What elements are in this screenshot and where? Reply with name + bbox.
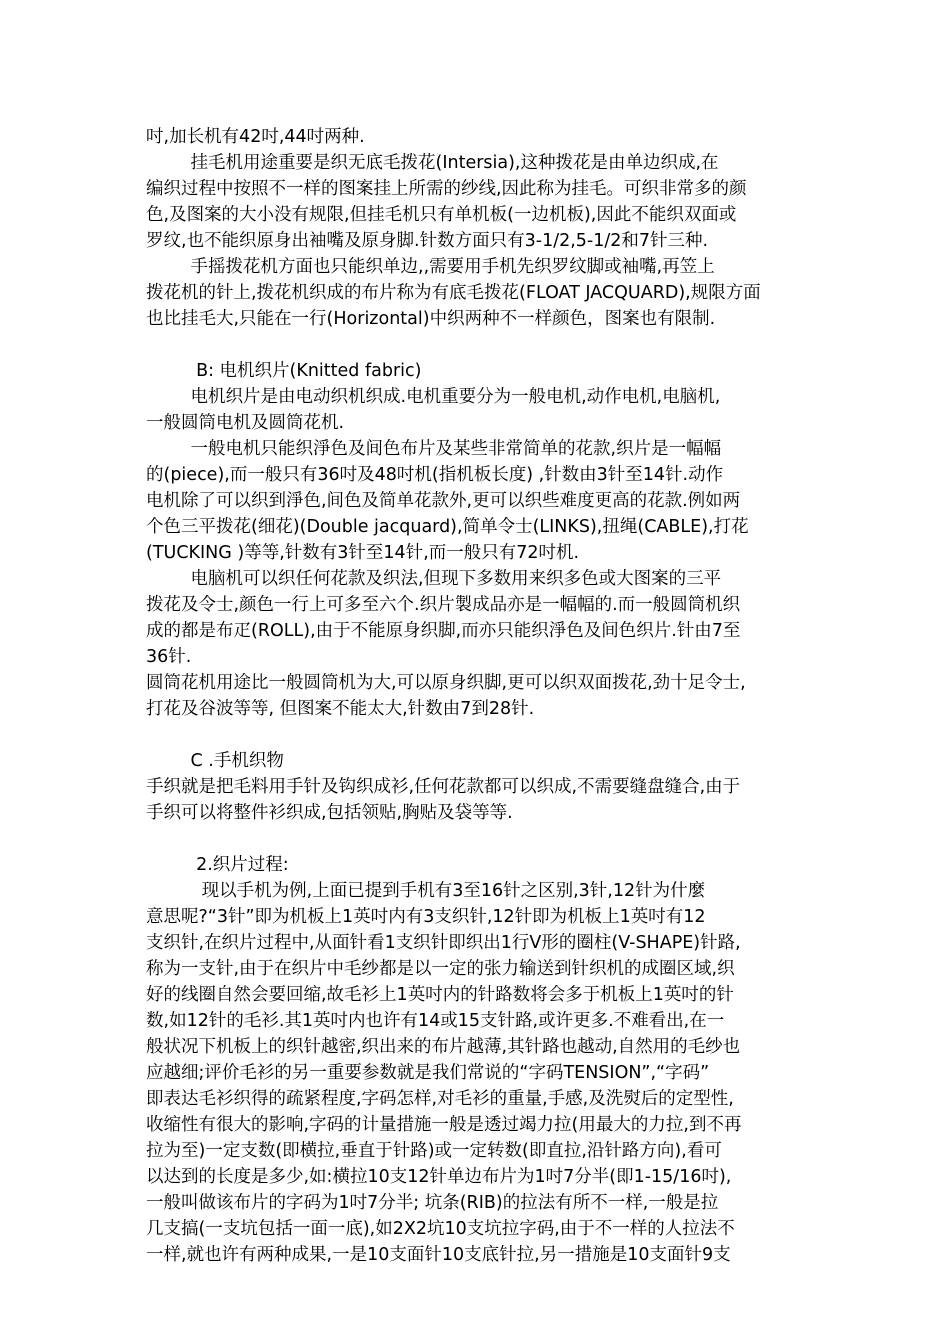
- text-line: 36针.: [146, 647, 192, 667]
- section-heading: 2.织片过程:: [146, 855, 289, 875]
- text-line: 拨花机的针上,拨花机织成的布片称为有底毛拨花(FLOAT JACQUARD),规限方面: [146, 283, 761, 303]
- text-line: 罗纹,也不能织原身出袖嘴及原身脚.针数方面只有3-1/2,5-1/2和7针三种.: [146, 231, 709, 251]
- text-line: 色,及图案的大小没有规限,但挂毛机只有单机板(一边机板),因此不能织双面或: [146, 205, 737, 225]
- text-line: 手摇拨花机方面也只能织单边,,需要用手机先织罗纹脚或袖嘴,再笠上: [146, 257, 715, 277]
- text-line: 手织就是把毛料用手针及钩织成衫,任何花款都可以织成,不需要缝盘缝合,由于: [146, 777, 741, 797]
- text-line: 个色三平拨花(细花)(Double jacquard),简单令士(LINKS),扭绳(CABLE),打花: [146, 517, 749, 537]
- text-line: 一样,就也许有两种成果,一是10支面针10支底针拉,另一措施是10支面针9支: [146, 1245, 731, 1265]
- text-line: 称为一支针,由于在织片中毛纱都是以一定的张力输送到针织机的成圈区域,织: [146, 959, 735, 979]
- text-line: 吋,加长机有42吋,44吋两种.: [146, 127, 365, 147]
- text-line: 数,如12针的毛衫.其1英吋内也许有14或15支针路,或许更多.不难看出,在一: [146, 1011, 725, 1031]
- text-line: 好的线圈自然会要回缩,故毛衫上1英吋内的针路数将会多于机板上1英吋的针: [146, 985, 734, 1005]
- text-line: (TUCKING )等等,针数有3针至14针,而一般只有72吋机.: [146, 543, 580, 563]
- text-line: 即表达毛衫织得的疏紧程度,字码怎样,对毛衫的重量,手感,及洗熨后的定型性,: [146, 1089, 734, 1109]
- text-line: 一般电机只能织淨色及间色布片及某些非常简单的花款,织片是一幅幅: [146, 439, 722, 459]
- text-line: 电机除了可以织到淨色,间色及简单花款外,更可以织些难度更高的花款.例如两: [146, 491, 741, 511]
- text-line: 的(piece),而一般只有36吋及48吋机(指机板长度) ,针数由3针至14针.动作: [146, 465, 724, 485]
- text-line: 般状况下机板上的织针越密,织出来的布片越薄,其针路也越动,自然用的毛纱也: [146, 1037, 741, 1057]
- text-line: 意思呢?“3针”即为机板上1英吋内有3支织针,12针即为机板上1英吋有12: [146, 907, 706, 927]
- text-line: 圆筒花机用途比一般圆筒机为大,可以原身织脚,更可以织双面拨花,劲十足令士,: [146, 673, 746, 693]
- text-line: 几支搞(一支坑包括一面一底),如2X2坑10支坑拉字码,由于不一样的人拉法不: [146, 1219, 735, 1239]
- text-line: 收缩性有很大的影响,字码的计量措施一般是透过竭力拉(用最大的力拉,到不再: [146, 1115, 742, 1135]
- text-line: 一般叫做该布片的字码为1吋7分半; 坑条(RIB)的拉法有所不一样,一般是拉: [146, 1193, 719, 1213]
- text-line: 应越细;评价毛衫的另一重要参数就是我们常说的“字码TENSION”,“字码”: [146, 1063, 710, 1083]
- text-line: 支织针,在织片过程中,从面针看1支织针即织出1行V形的圈柱(V-SHAPE)针路,: [146, 933, 741, 953]
- text-line: 手织可以将整件衫织成,包括领贴,胸贴及袋等等.: [146, 803, 513, 823]
- text-line: 现以手机为例,上面已提到手机有3至16针之区别,3针,12针为什麼: [146, 881, 706, 901]
- section-heading: B: 电机织片(Knitted fabric): [146, 361, 422, 381]
- text-line: 拉为至)一定支数(即横拉,垂直于针路)或一定转数(即直拉,沿针路方向),看可: [146, 1141, 722, 1161]
- text-line: 编织过程中按照不一样的图案挂上所需的纱线,因此称为挂毛。可织非常多的颜: [146, 179, 747, 199]
- text-line: 也比挂毛大,只能在一行(Horizontal)中织两种不一样颜色，图案也有限制.: [146, 309, 716, 329]
- text-line: 拨花及令士,颜色一行上可多至六个.织片製成品亦是一幅幅的.而一般圆筒机织: [146, 595, 741, 615]
- text-line: 挂毛机用途重要是织无底毛拨花(Intersia),这种拨花是由单边织成,在: [146, 153, 719, 173]
- text-line: 打花及谷波等等, 但图案不能太大,针数由7到28针.: [146, 699, 535, 719]
- text-line: 电机织片是由电动织机织成.电机重要分为一般电机,动作电机,电脑机,: [146, 387, 721, 407]
- text-line: 成的都是布疋(ROLL),由于不能原身织脚,而亦只能织淨色及间色织片.针由7至: [146, 621, 741, 641]
- text-line: 一般圆筒电机及圆筒花机.: [146, 413, 345, 433]
- text-line: 以达到的长度是多少,如:横拉10支12针单边布片为1吋7分半(即1-15/16吋),: [146, 1167, 732, 1187]
- text-line: 电脑机可以织任何花款及织法,但现下多数用来织多色或大图案的三平: [146, 569, 722, 589]
- section-heading: C .手机织物: [146, 751, 284, 771]
